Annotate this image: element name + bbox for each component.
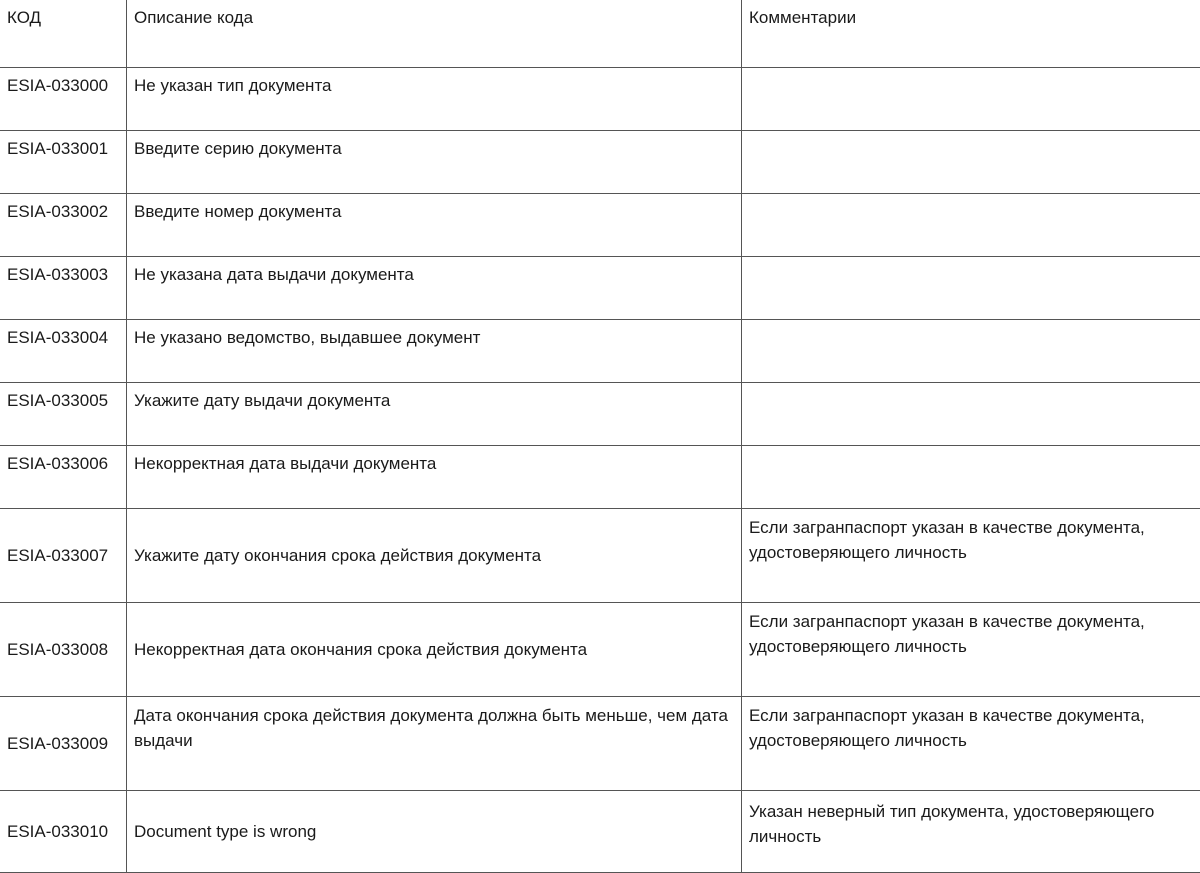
- comment-cell: Если загранпаспорт указан в качестве документа, удостоверяющего личность: [742, 603, 1200, 697]
- header-description: Описание кода: [127, 0, 742, 68]
- code-cell: ESIA-033008: [0, 603, 127, 697]
- header-code: КОД: [0, 0, 127, 68]
- table-row: [0, 194, 1200, 257]
- comment-cell: [742, 194, 1200, 257]
- code-cell: ESIA-033003: [0, 257, 127, 320]
- comment-cell: Если загранпаспорт указан в качестве документа, удостоверяющего личность: [742, 509, 1200, 603]
- table-row: [0, 68, 1200, 131]
- table-row: [0, 320, 1200, 383]
- table-header: [0, 0, 1200, 68]
- description-cell: Document type is wrong: [127, 791, 742, 873]
- comment-cell: Указан неверный тип документа, удостоверяющего личность: [742, 791, 1200, 873]
- table-body: [0, 68, 1200, 873]
- comment-cell: [742, 383, 1200, 446]
- table-row: [0, 791, 1200, 873]
- table-row: [0, 257, 1200, 320]
- table-row: [0, 697, 1200, 791]
- table-row: [0, 383, 1200, 446]
- code-cell: ESIA-033009: [0, 697, 127, 791]
- code-cell: ESIA-033001: [0, 131, 127, 194]
- code-cell: ESIA-033000: [0, 68, 127, 131]
- code-cell: ESIA-033002: [0, 194, 127, 257]
- code-cell: ESIA-033006: [0, 446, 127, 509]
- table-row: [0, 509, 1200, 603]
- code-cell: ESIA-033010: [0, 791, 127, 873]
- description-cell: Не указан тип документа: [127, 68, 742, 131]
- description-cell: Некорректная дата выдачи документа: [127, 446, 742, 509]
- header-comments: Комментарии: [742, 0, 1200, 68]
- description-cell: Не указана дата выдачи документа: [127, 257, 742, 320]
- header-row: [0, 0, 1200, 68]
- comment-cell: Если загранпаспорт указан в качестве документа, удостоверяющего личность: [742, 697, 1200, 791]
- table-row: [0, 603, 1200, 697]
- description-cell: Некорректная дата окончания срока действия документа: [127, 603, 742, 697]
- comment-cell: [742, 68, 1200, 131]
- description-cell: Укажите дату выдачи документа: [127, 383, 742, 446]
- comment-cell: [742, 257, 1200, 320]
- code-cell: ESIA-033005: [0, 383, 127, 446]
- description-cell: Укажите дату окончания срока действия документа: [127, 509, 742, 603]
- comment-cell: [742, 131, 1200, 194]
- code-cell: ESIA-033007: [0, 509, 127, 603]
- table-row: [0, 131, 1200, 194]
- description-cell: Не указано ведомство, выдавшее документ: [127, 320, 742, 383]
- description-cell: Введите номер документа: [127, 194, 742, 257]
- description-cell: Дата окончания срока действия документа должна быть меньше, чем дата выдачи: [127, 697, 742, 791]
- code-cell: ESIA-033004: [0, 320, 127, 383]
- comment-cell: [742, 446, 1200, 509]
- table-row: [0, 446, 1200, 509]
- description-cell: Введите серию документа: [127, 131, 742, 194]
- comment-cell: [742, 320, 1200, 383]
